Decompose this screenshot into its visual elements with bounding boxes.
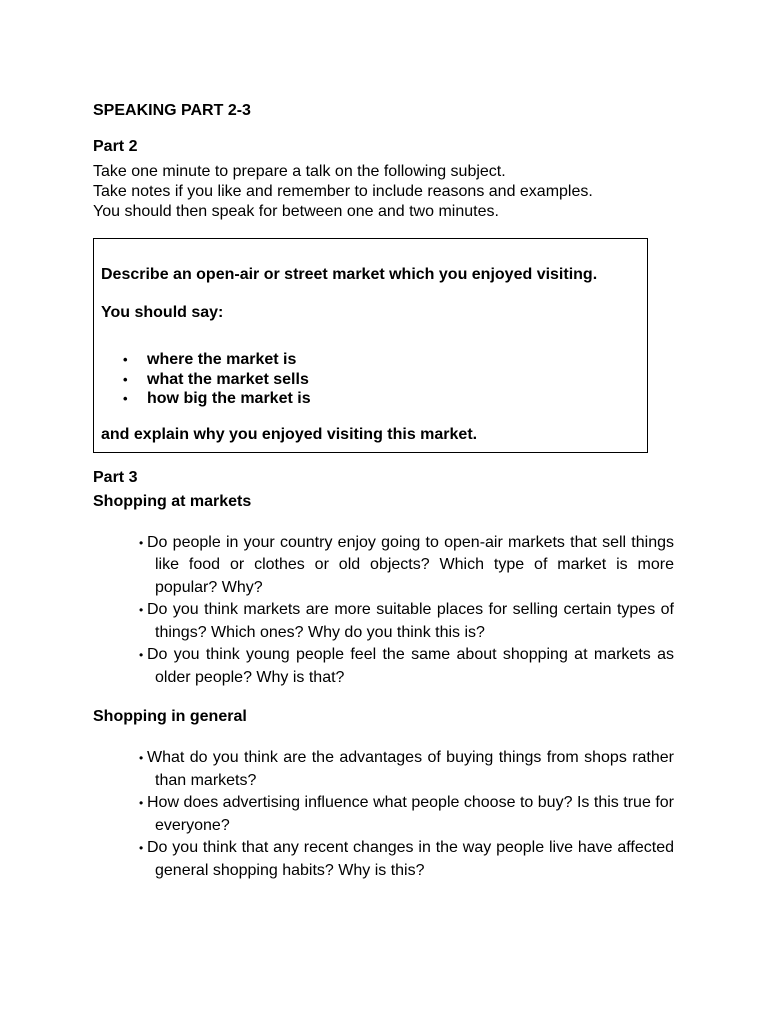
questions-general	[131, 747, 674, 882]
bullet-icon: •	[139, 751, 144, 765]
bullet-icon: •	[139, 648, 144, 662]
cue-card-explain: and explain why you enjoyed visiting this market.	[101, 425, 478, 443]
cue-point: • what the market sells	[101, 370, 637, 390]
bullet-icon: •	[139, 603, 144, 617]
cue-point: • how big the market is	[101, 389, 637, 409]
cue-point: • where the market is	[101, 350, 637, 370]
cue-card	[93, 238, 648, 453]
question-text: Do you think that any recent changes in the way people live have affected general shopping habits? Why is this?	[147, 839, 674, 879]
instruction-line: Take one minute to prepare a talk on the following subject.	[93, 163, 506, 180]
document-page	[93, 100, 675, 882]
question-text: Do you think young people feel the same about shopping at markets as older people? Why is that?	[147, 646, 674, 686]
bullet-icon: •	[139, 535, 144, 550]
instruction-line: Take notes if you like and remember to include reasons and examples.	[93, 183, 593, 200]
question-text: What do you think are the advantages of buying things from shops rather than markets?	[147, 749, 674, 789]
part2-instructions	[93, 162, 675, 222]
question-text: How does advertising influence what people choose to buy? Is this true for everyone?	[147, 794, 674, 834]
question-item	[131, 599, 674, 644]
question-item	[131, 792, 674, 837]
bullet-icon: •	[139, 796, 144, 810]
part2-heading: Part 2	[93, 138, 138, 155]
question-text: Do people in your country enjoy going to open-air markets that sell things like food or clothes or old objects? Which type of market is more popular? Why?	[147, 533, 674, 596]
cue-card-prompt: Describe an open-air or street market which you enjoyed visiting.	[101, 266, 598, 283]
question-item	[131, 532, 674, 600]
bullet-icon: •	[139, 841, 144, 855]
question-item	[131, 837, 674, 882]
cue-card-points	[101, 350, 637, 409]
cue-card-say-label: You should say:	[101, 304, 224, 321]
document-title: SPEAKING PART 2-3	[93, 102, 251, 119]
section-title-markets: Shopping at markets	[93, 492, 252, 510]
question-item	[131, 747, 674, 792]
instruction-line: You should then speak for between one and two minutes.	[93, 203, 499, 220]
section-title-general: Shopping in general	[93, 708, 247, 725]
questions-markets	[131, 532, 674, 690]
question-item	[131, 644, 674, 689]
question-text: Do you think markets are more suitable places for selling certain types of things? Which ones? Why do you think this is?	[147, 601, 674, 641]
part3-heading: Part 3	[93, 468, 138, 486]
